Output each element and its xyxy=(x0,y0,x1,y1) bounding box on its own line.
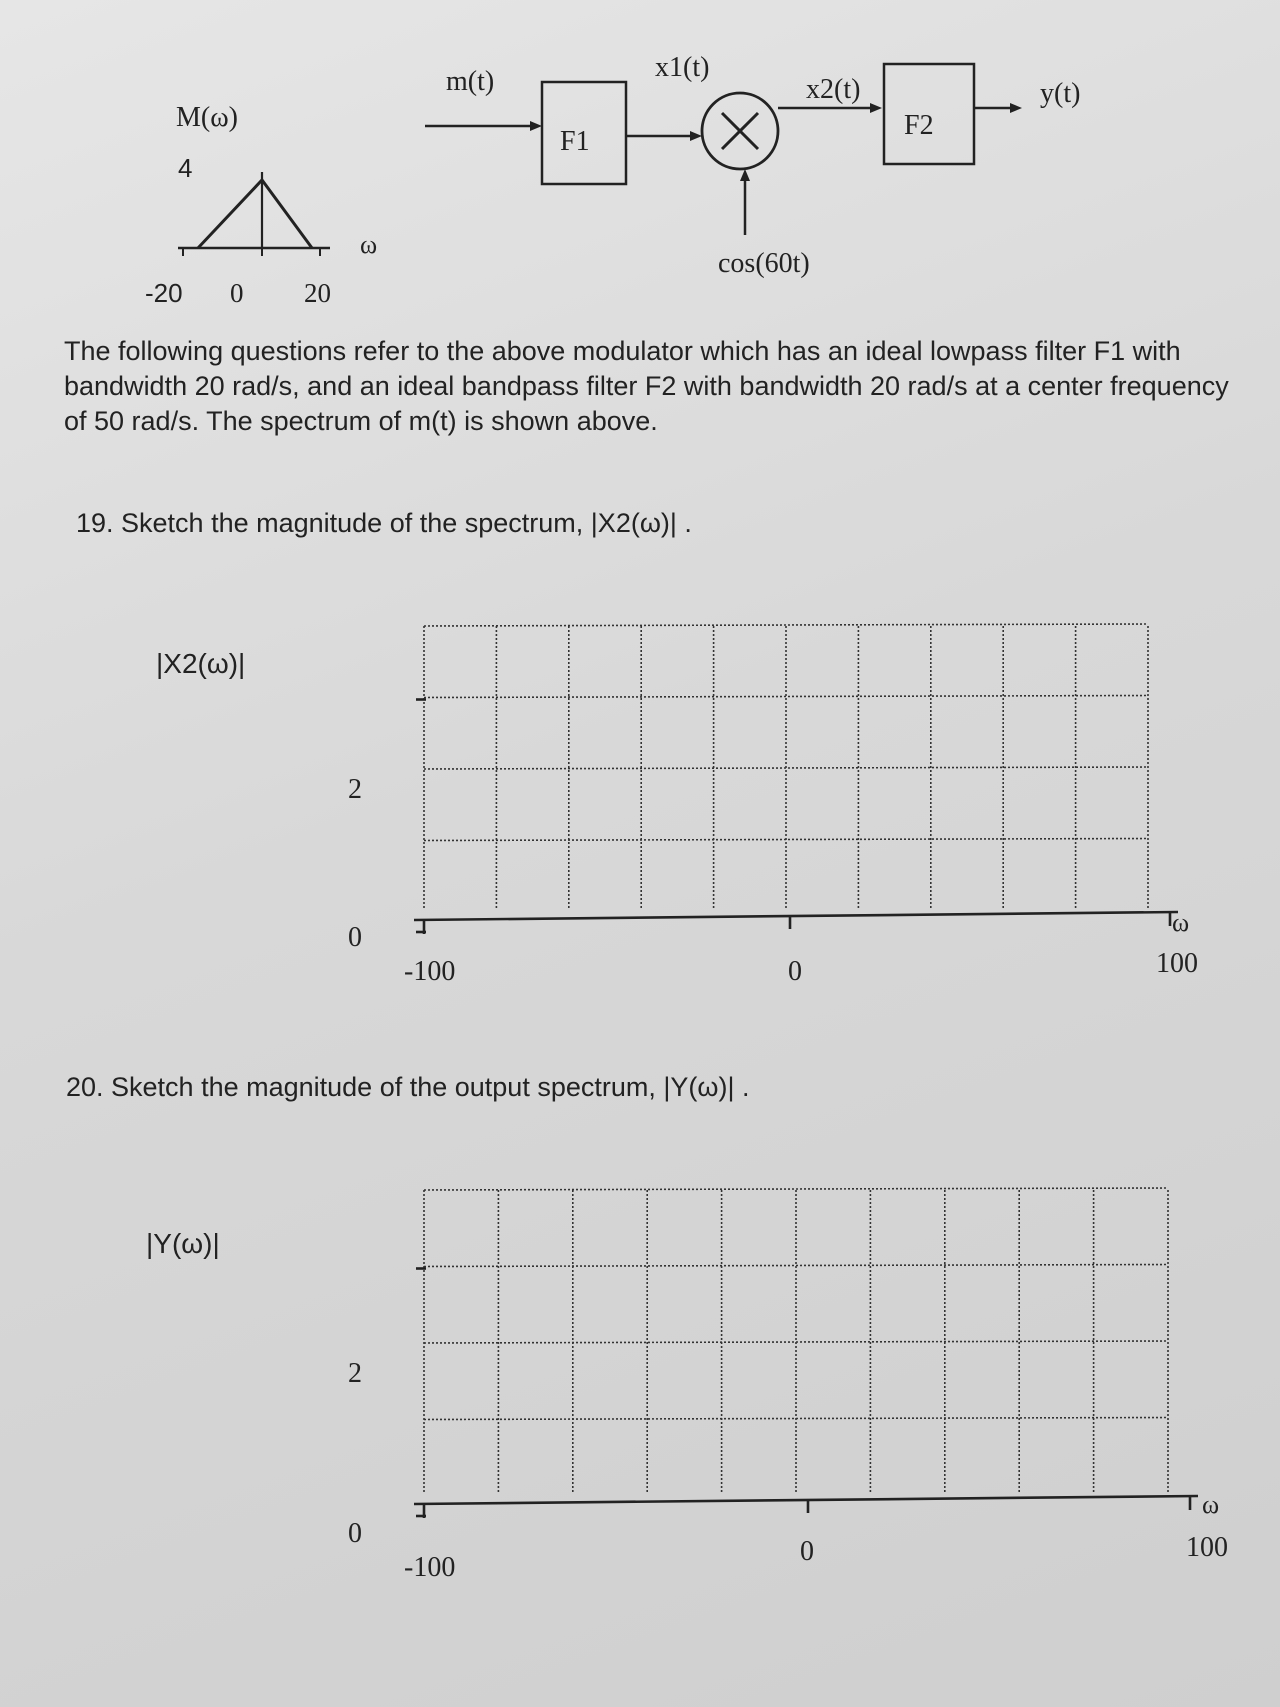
q20-gridline-h xyxy=(424,1188,1168,1190)
m-spectrum-peak-label: 4 xyxy=(178,153,193,183)
carrier-label: cos(60t) xyxy=(718,248,810,279)
m-spectrum-title: M(ω) xyxy=(176,102,238,133)
q20-x-tick-100: 100 xyxy=(1186,1532,1228,1563)
q20-y-tick-0: 0 xyxy=(348,1518,362,1549)
m-spectrum-tick-0: 0 xyxy=(230,278,244,308)
q20-x-tick-0: 0 xyxy=(800,1536,814,1567)
question19-text: 19. Sketch the magnitude of the spectrum, |X2(ω)| . xyxy=(76,508,692,538)
q19-x-tick-0: 0 xyxy=(788,956,802,987)
q19-x-tick-100: 100 xyxy=(1156,948,1198,979)
q20-x-axis xyxy=(414,1496,1198,1504)
question20-text: 20. Sketch the magnitude of the output spectrum, |Y(ω)| . xyxy=(66,1072,750,1102)
q19-x-axis-symbol: ω xyxy=(1172,908,1190,937)
input-signal-label: m(t) xyxy=(446,66,495,97)
q19-y-tick-2: 2 xyxy=(348,774,362,805)
filter1-label: F1 xyxy=(560,126,590,157)
m-spectrum-tick-neg20: -20 xyxy=(145,278,183,308)
x1-signal-label: x1(t) xyxy=(655,52,710,83)
output-signal-label: y(t) xyxy=(1040,78,1081,109)
m-spectrum-tick-20: 20 xyxy=(304,278,331,308)
m-spectrum-axis-symbol: ω xyxy=(360,230,378,259)
q19-y-tick-0: 0 xyxy=(348,922,362,953)
intro-paragraph: The following questions refer to the above modulator which has an ideal lowpass filter F1 with bandwidth 20 rad/s, and an ideal bandpass filter F2 with bandwidth 20 rad/s at a center frequency of 50 rad/s. The spectrum of m(t) is shown above. xyxy=(64,336,1229,436)
q19-x-tick-neg100: -100 xyxy=(404,956,456,987)
q20-x-tick-neg100: -100 xyxy=(404,1552,456,1583)
q19-y-axis-label: |X2(ω)| xyxy=(156,648,246,679)
filter2-label: F2 xyxy=(904,110,934,141)
q20-y-axis-label: |Y(ω)| xyxy=(146,1228,220,1259)
q20-y-tick-2: 2 xyxy=(348,1358,362,1389)
q20-x-axis-symbol: ω xyxy=(1202,1490,1220,1519)
x2-signal-label: x2(t) xyxy=(806,74,861,105)
